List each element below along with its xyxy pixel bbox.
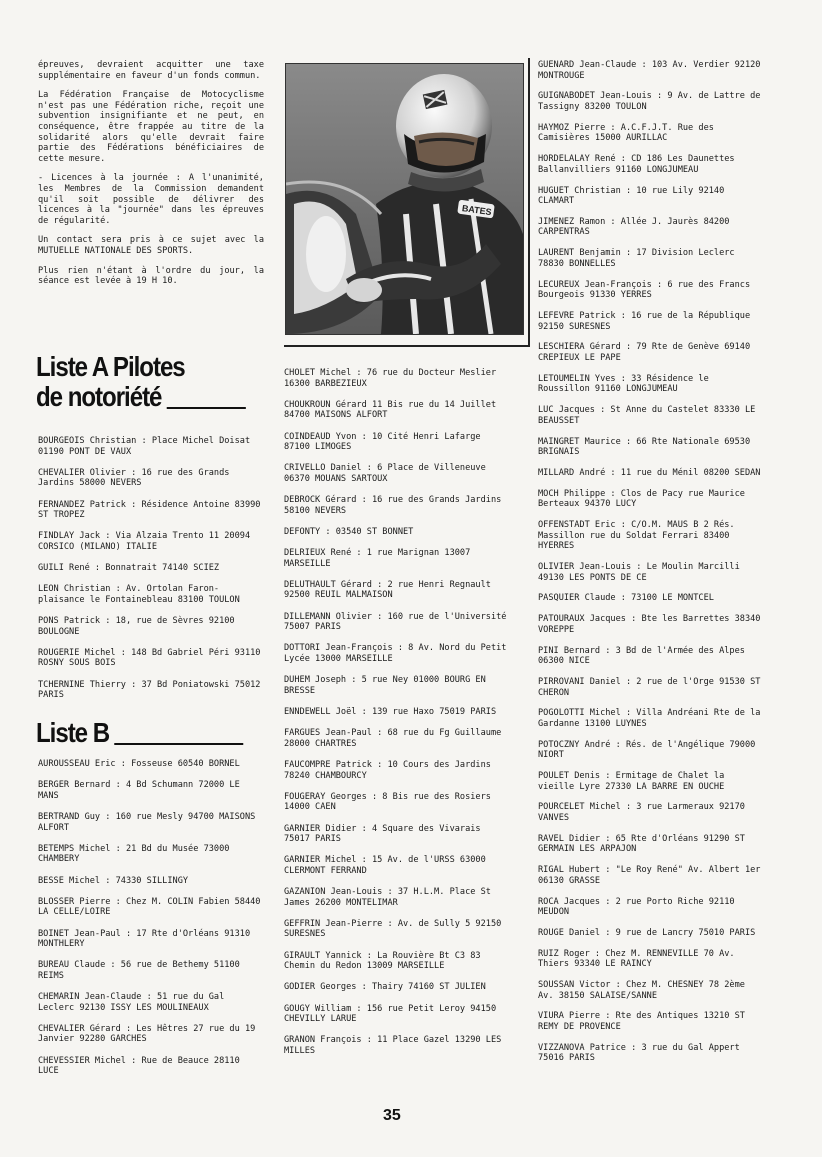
list-item: OLIVIER Jean-Louis : Le Moulin Marcilli 49130 LES PONTS DE CE <box>538 562 740 583</box>
list-item: BOINET Jean-Paul : 17 Rte d'Orléans 91310 MONTHLERY <box>38 928 251 950</box>
list-item: GIRAULT Yannick : La Rouvière Bt C3 83 Chemin du Redon 13009 MARSEILLE <box>284 950 481 972</box>
list-item: CHEVESSIER Michel : Rue de Beauce 28110 LUCE <box>38 1055 240 1077</box>
rider-photo <box>285 63 524 335</box>
list-item: LESCHIERA Gérard : 79 Rte de Genève 69140 CREPIEUX LE PAPE <box>538 342 751 363</box>
motorcycle-rider-illustration <box>286 64 523 334</box>
heading-rule <box>167 407 246 409</box>
liste-a-heading <box>36 352 280 412</box>
list-item: BERTRAND Guy : 160 rue Mesly 94700 MAISONS ALFORT <box>38 811 256 833</box>
list-item: JIMENEZ Ramon : Allée J. Jaurès 84200 CARPENTRAS <box>538 216 730 238</box>
list-item: LEON Christian : Av. Ortolan Faron-plaisance le Fontainebleau 83100 TOULON <box>38 584 240 605</box>
list-item: DILLEMANN Olivier : 160 rue de l'Université 75007 PARIS <box>284 611 507 633</box>
list-item: GEFFRIN Jean-Pierre : Av. de Sully 5 92150 SURESNES <box>284 918 502 940</box>
liste-b-entries-col1 <box>38 759 264 1087</box>
list-item: GAZANION Jean-Louis : 37 H.L.M. Place St James 26200 MONTELIMAR <box>284 887 491 908</box>
list-item: CHEVALIER Olivier : 16 rue des Grands Jardins 58000 NEVERS <box>38 467 230 489</box>
liste-b-entries-col3 <box>538 60 762 1074</box>
list-item: FOUGERAY Georges : 8 Bis rue des Rosiers 14000 CAEN <box>284 791 491 813</box>
list-item: CHOLET Michel : 76 rue du Docteur Meslier 16300 BARBEZIEUX <box>284 368 497 389</box>
list-item: OFFENSTADT Eric : C/O.M. MAUS B 2 Rés. Massillon rue du Soldat Ferrari 83400 HYERRES <box>538 520 735 552</box>
list-item: POGOLOTTI Michel : Villa Andréani Rte de la Gardanne 13100 LUYNES <box>538 708 761 729</box>
intro-paragraph: Plus rien n'étant à l'ordre du jour, la séance est levée à 19 H 10. <box>38 265 264 287</box>
list-item: CHEVALIER Gérard : Les Hêtres 27 rue du 19 Janvier 92280 GARCHES <box>38 1023 256 1045</box>
list-item: DELUTHAULT Gérard : 2 rue Henri Regnault 92500 REUIL MALMAISON <box>284 579 491 601</box>
liste-b-title-text: Liste B <box>36 717 110 748</box>
list-item: FINDLAY Jack : Via Alzaia Trento 11 20094 CORSICO (MILANO) ITALIE <box>38 531 251 552</box>
list-item: SOUSSAN Victor : Chez M. CHESNEY 78 2ème Av. 38150 SALAISE/SANNE <box>538 980 745 1001</box>
list-item: GRANON François : 11 Place Gazel 13290 LES MILLES <box>284 1035 502 1056</box>
list-item: VIURA Pierre : Rte des Antiques 13210 ST REMY DE PROVENCE <box>538 1011 745 1033</box>
liste-a-entries <box>38 436 264 711</box>
list-item: DELRIEUX René : 1 rue Marignan 13007 MARSEILLE <box>284 548 471 569</box>
list-item: GARNIER Michel : 15 Av. de l'URSS 63000 CLERMONT FERRAND <box>284 855 486 876</box>
list-item: MAINGRET Maurice : 66 Rte Nationale 69530 BRIGNAIS <box>538 436 751 458</box>
list-item: LETOUMELIN Yves : 33 Résidence le Roussillon 91160 LONGJUMEAU <box>538 373 709 395</box>
photo-frame-right <box>528 58 530 347</box>
list-item: BLOSSER Pierre : Chez M. COLIN Fabien 58440 LA CELLE/LOIRE <box>38 896 261 918</box>
list-item: BETEMPS Michel : 21 Bd du Musée 73000 CHAMBERY <box>38 843 230 865</box>
list-item: LEFEVRE Patrick : 16 rue de la République 92150 SURESNES <box>538 311 751 332</box>
liste-a-subtitle <box>36 382 246 412</box>
list-item: ROUGERIE Michel : 148 Bd Gabriel Péri 93110 ROSNY SOUS BOIS <box>38 647 261 669</box>
list-item: PIRROVANI Daniel : 2 rue de l'Orge 91530 ST CHERON <box>538 676 761 698</box>
intro-paragraph: - Licences à la journée : A l'unanimité, les Membres de la Commission demandent qu'il soit possible de délivrer des licences à la "journée" dans les épreuves de régularité. <box>38 173 264 226</box>
list-item: FERNANDEZ Patrick : Résidence Antoine 83990 ST TROPEZ <box>38 499 261 521</box>
list-item: AUROUSSEAU Eric : Fosseuse 60540 BORNEL <box>38 759 240 769</box>
liste-b-title <box>36 718 243 748</box>
list-item: PATOURAUX Jacques : Bte les Barrettes 38340 VOREPPE <box>538 614 761 635</box>
list-item: FAUCOMPRE Patrick : 10 Cours des Jardins 78240 CHAMBOURCY <box>284 759 491 781</box>
list-item: GUENARD Jean-Claude : 103 Av. Verdier 92120 MONTROUGE <box>538 60 761 81</box>
page-number: 35 <box>383 1107 401 1124</box>
intro-paragraph: Un contact sera pris à ce sujet avec la MUTUELLE NATIONALE DES SPORTS. <box>38 235 264 256</box>
list-item: MILLARD André : 11 rue du Ménil 08200 SEDAN <box>538 467 761 478</box>
list-item: POTOCZNY André : Rés. de l'Angélique 79000 NIORT <box>538 739 756 761</box>
list-item: BOURGEOIS Christian : Place Michel Doisat 01190 PONT DE VAUX <box>38 436 251 457</box>
list-item: PONS Patrick : 18, rue de Sèvres 92100 BOULOGNE <box>38 616 235 637</box>
list-item: GUILI René : Bonnatrait 74140 SCIEZ <box>38 563 220 574</box>
list-item: ROUGE Daniel : 9 rue de Lancry 75010 PARIS <box>538 927 756 938</box>
list-item: HAYMOZ Pierre : A.C.F.J.T. Rue des Camisières 15000 AURILLAC <box>538 122 714 144</box>
list-item: LECUREUX Jean-François : 6 rue des Francs Bourgeois 91330 YERRES <box>538 279 751 301</box>
list-item: HUGUET Christian : 10 rue Lily 92140 CLAMART <box>538 185 725 207</box>
list-item: PASQUIER Claude : 73100 LE MONTCEL <box>538 593 714 604</box>
list-item: POULET Denis : Ermitage de Chalet la vieille Lyre 27330 LA BARRE EN OUCHE <box>538 771 725 792</box>
list-item: GARNIER Didier : 4 Square des Vivarais 75017 PARIS <box>284 823 481 845</box>
list-item: LUC Jacques : St Anne du Castelet 83330 LE BEAUSSET <box>538 405 756 426</box>
list-item: RUIZ Roger : Chez M. RENNEVILLE 70 Av. Thiers 93340 LE RAINCY <box>538 948 735 970</box>
helmet-sponsor-text: BATES <box>461 203 493 218</box>
list-item: CRIVELLO Daniel : 6 Place de Villeneuve 06370 MOUANS SARTOUX <box>284 463 486 484</box>
list-item: BUREAU Claude : 56 rue de Bethemy 51100 REIMS <box>38 960 240 981</box>
photo-frame-bottom <box>284 345 530 347</box>
liste-b-entries-col2 <box>284 368 510 1067</box>
list-item: VIZZANOVA Patrice : 3 rue du Gal Appert 75016 PARIS <box>538 1042 740 1064</box>
list-item: POURCELET Michel : 3 rue Larmeraux 92170 VANVES <box>538 802 745 823</box>
list-item: PINI Bernard : 3 Bd de l'Armée des Alpes 06300 NICE <box>538 645 745 667</box>
list-item: CHOUKROUN Gérard 11 Bis rue du 14 Juillet 84700 MAISONS ALFORT <box>284 399 497 421</box>
list-item: ROCA Jacques : 2 rue Porto Riche 92110 MEUDON <box>538 896 735 918</box>
heading-rule <box>114 743 243 745</box>
list-item: GUIGNABODET Jean-Louis : 9 Av. de Lattre de Tassigny 83200 TOULON <box>538 91 761 112</box>
list-item: DEBROCK Gérard : 16 rue des Grands Jardins 58100 NEVERS <box>284 495 502 516</box>
list-item: RIGAL Hubert : "Le Roy René" Av. Albert 1er 06130 GRASSE <box>538 865 761 886</box>
list-item: LAURENT Benjamin : 17 Division Leclerc 78830 BONNELLES <box>538 248 735 269</box>
list-item: MOCH Philippe : Clos de Pacy rue Maurice Berteaux 94370 LUCY <box>538 488 745 510</box>
list-item: RAVEL Didier : 65 Rte d'Orléans 91290 ST GERMAIN LES ARPAJON <box>538 833 745 855</box>
list-item: CHEMARIN Jean-Claude : 51 rue du Gal Leclerc 92130 ISSY LES MOULINEAUX <box>38 992 225 1013</box>
list-item: DUHEM Joseph : 5 rue Ney 01000 BOURG EN BRESSE <box>284 675 486 696</box>
liste-b-heading <box>36 718 277 748</box>
list-item: DOTTORI Jean-François : 8 Av. Nord du Petit Lycée 13000 MARSEILLE <box>284 643 507 665</box>
intro-paragraph: épreuves, devraient acquitter une taxe supplémentaire en faveur d'un fonds commun. <box>38 60 264 81</box>
intro-text <box>38 60 264 296</box>
list-item: GOUGY William : 156 rue Petit Leroy 94150 CHEVILLY LARUE <box>284 1003 497 1025</box>
liste-a-title: Liste A Pilotes <box>36 351 185 382</box>
list-item: BESSE Michel : 74330 SILLINGY <box>38 875 189 886</box>
liste-a-subtitle-text: de notoriété <box>36 381 162 412</box>
list-item: TCHERNINE Thierry : 37 Bd Poniatowski 75012 PARIS <box>38 679 261 701</box>
list-item: COINDEAUD Yvon : 10 Cité Henri Lafarge 87100 LIMOGES <box>284 431 481 453</box>
list-item: ENNDEWELL Joël : 139 rue Haxo 75019 PARIS <box>284 707 497 717</box>
intro-paragraph: La Fédération Française de Motocyclisme n'est pas une Fédération riche, reçoit une subvention insignifiante et ne peut, en conséquence, être frappée au titre de la solidarité alors qu'elle devrait faire partie des Fédérations bénéficiaires de cette mesure. <box>38 90 264 164</box>
list-item: DEFONTY : 03540 ST BONNET <box>284 526 414 537</box>
list-item: GODIER Georges : Thairy 74160 ST JULIEN <box>284 982 486 993</box>
list-item: HORDELALAY René : CD 186 Les Daunettes Ballanvilliers 91160 LONGJUMEAU <box>538 154 735 175</box>
list-item: FARGUES Jean-Paul : 68 rue du Fg Guillaume 28000 CHARTRES <box>284 728 502 749</box>
list-item: BERGER Bernard : 4 Bd Schumann 72000 LE MANS <box>38 780 240 801</box>
